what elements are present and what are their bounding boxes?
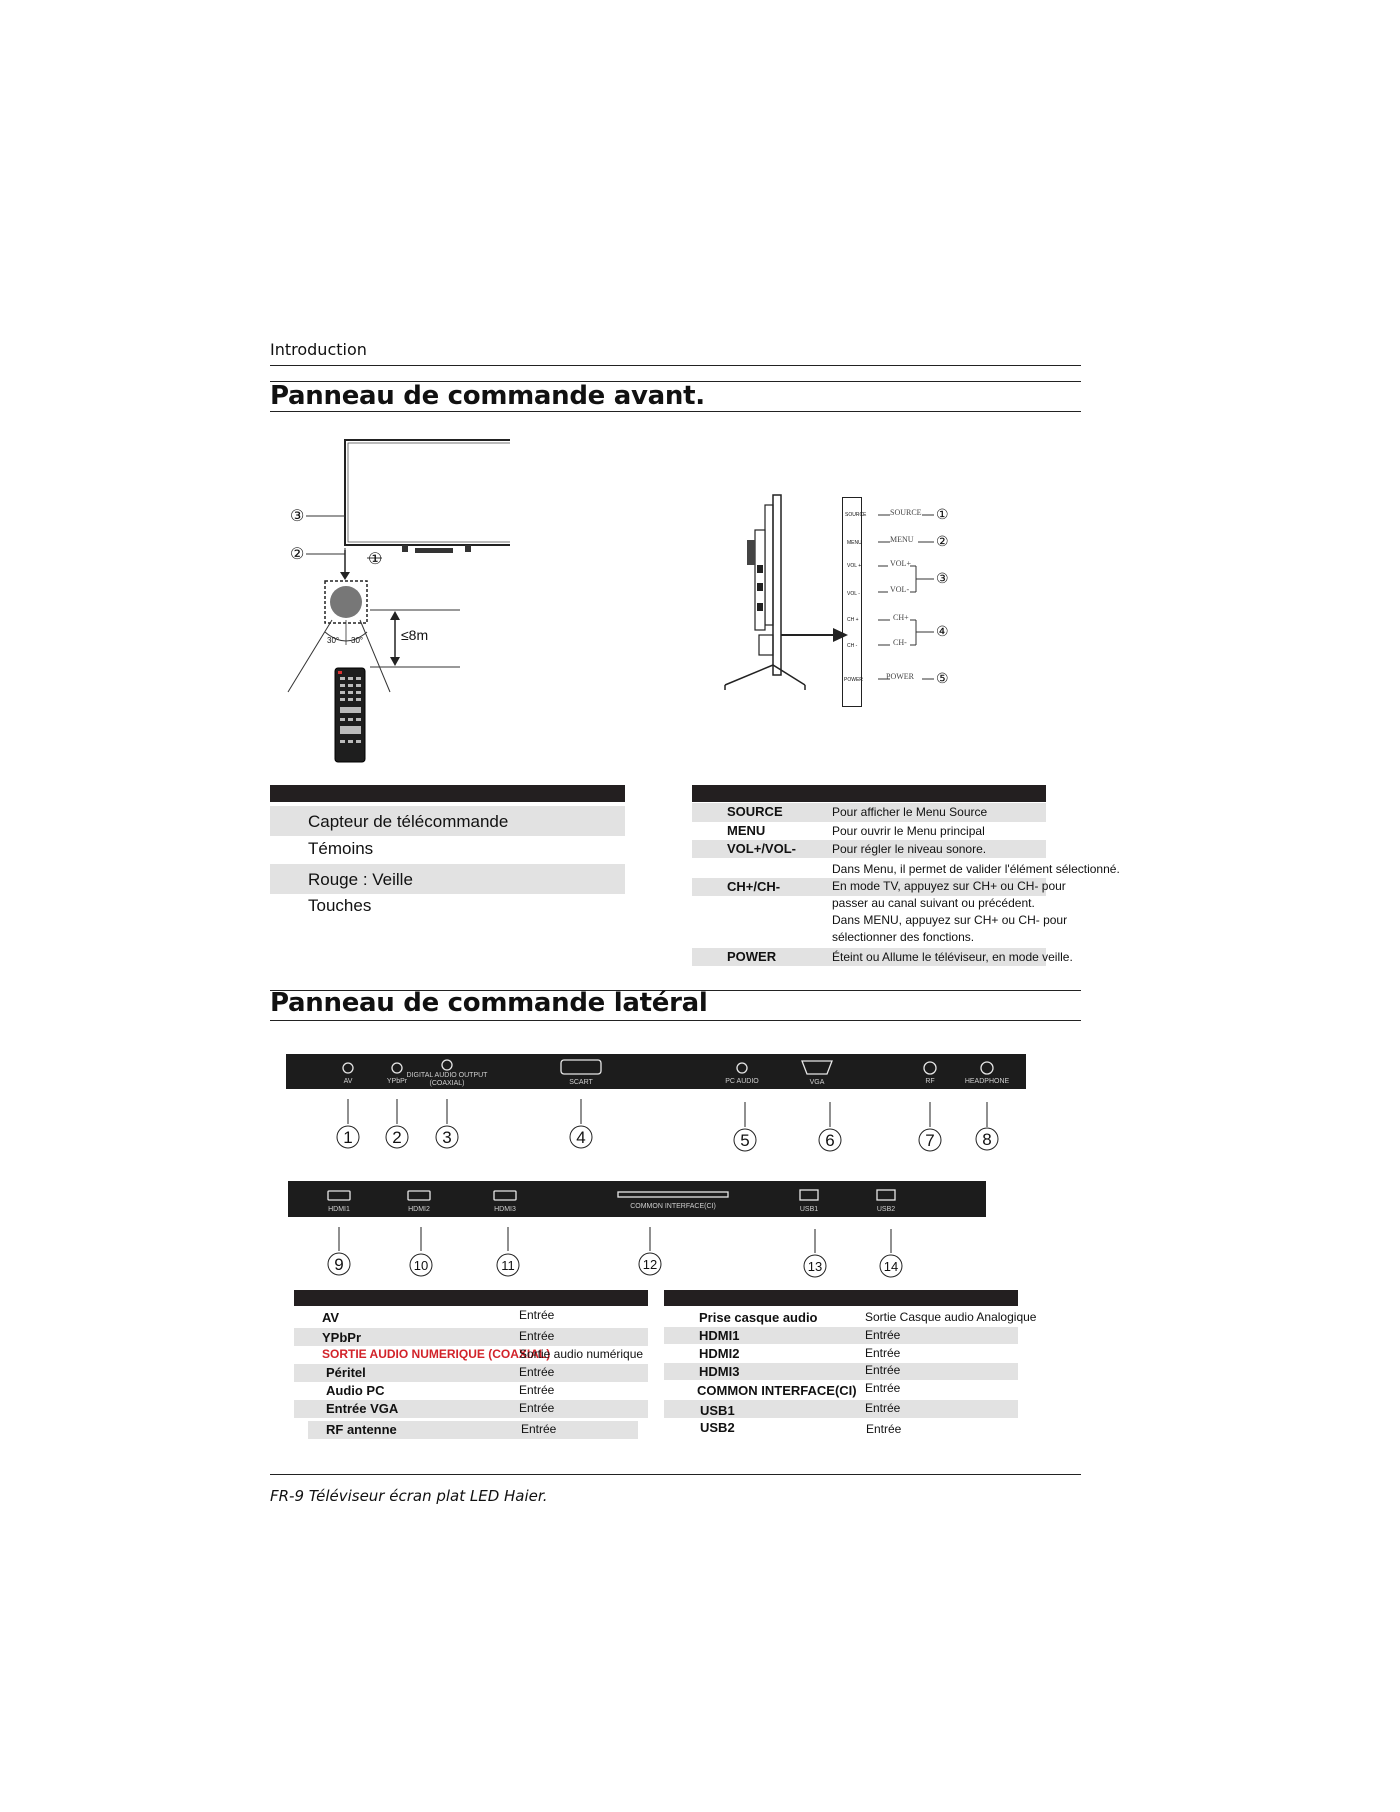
range-label: ≤8m [401, 627, 429, 643]
port-num-4: 4 [576, 1128, 586, 1147]
side-panel-1 [286, 1054, 1026, 1154]
side-left-row-vga-key: Entrée VGA [326, 1401, 399, 1416]
strip-label-power: POWER [844, 677, 863, 683]
side-left-row-audio-pc-key: Audio PC [326, 1383, 385, 1398]
button-label-vol-minus: VOL- [890, 585, 910, 594]
side-panel-title: Panneau de commande latéral [270, 988, 708, 1018]
button-num-5: ⑤ [936, 670, 949, 686]
front-right-row-source [692, 803, 1046, 822]
side-left-row-vga-value: Entrée [519, 1401, 555, 1415]
side-left-row-coaxial-value: Sortie audio numérique [519, 1347, 644, 1361]
side-panel-2 [288, 1181, 986, 1281]
remote-angle-left: 30° [327, 636, 340, 645]
front-right-row-ch-desc-1: Dans Menu, il permet de valider l'élément sélectionné. [832, 862, 1120, 876]
front-right-row-power [692, 948, 1073, 966]
section-label: Introduction [270, 340, 367, 359]
side-right-row-headphone-key: Prise casque audio [699, 1310, 818, 1325]
port-label-coaxial: (COAXIAL) [429, 1080, 465, 1087]
front-left-row-1-text: Capteur de télécommande [308, 812, 509, 831]
side-right-row-usb2 [664, 1419, 1018, 1437]
side-left-row-av [294, 1308, 648, 1326]
strip-label-source: SOURCE [845, 512, 867, 518]
port-num-2: 2 [392, 1128, 402, 1147]
button-strip-labels [842, 497, 867, 705]
remote-angle-right: 30° [351, 636, 364, 645]
button-label-vol-plus: VOL+ [890, 559, 911, 568]
side-right-row-ci-value: Entrée [865, 1381, 901, 1395]
port-num-10: 10 [413, 1258, 429, 1273]
front-right-row-source-key: SOURCE [727, 804, 783, 819]
button-label-ch-minus: CH- [893, 638, 907, 647]
strip-label-ch-minus: CH - [847, 643, 858, 649]
port-num-12: 12 [642, 1257, 658, 1272]
port-label-hdmi3: HDMI3 [494, 1206, 516, 1213]
port-label-pc-audio: PC AUDIO [725, 1078, 759, 1085]
header-rule [270, 365, 1081, 366]
port-label-usb2: USB2 [876, 1206, 896, 1213]
port-label-hdmi1: HDMI1 [328, 1206, 350, 1213]
port-num-11: 11 [501, 1258, 515, 1273]
front-left-row-2 [270, 836, 625, 864]
front-right-row-ch-desc-5: sélectionner des fonctions. [832, 930, 975, 944]
button-num-4: ④ [936, 623, 949, 639]
front-right-row-power-desc: Éteint ou Allume le téléviseur, en mode veille. [832, 950, 1073, 964]
side-right-row-hdmi2-key: HDMI2 [699, 1346, 740, 1361]
port-num-13: 13 [807, 1259, 823, 1274]
front-right-row-power-key: POWER [727, 949, 777, 964]
port-label-scart: SCART [569, 1079, 593, 1086]
button-label-power: POWER [886, 672, 914, 681]
port-label-rf: RF [925, 1078, 935, 1085]
side-left-row-peritel [294, 1364, 648, 1382]
side-left-row-ypbpr [294, 1328, 648, 1346]
front-left-row-4-text: Touches [308, 896, 372, 915]
button-label-menu: MENU [890, 535, 914, 544]
side-left-row-av-value: Entrée [519, 1308, 555, 1322]
port-num-7: 7 [925, 1131, 935, 1150]
side-left-row-coaxial-key: SORTIE AUDIO NUMERIQUE (COAXIAL) [322, 1347, 551, 1361]
strip-label-menu: MENU [847, 540, 862, 546]
front-right-row-ch-desc-2: En mode TV, appuyez sur CH+ ou CH- pour [832, 879, 1066, 893]
port-num-6: 6 [825, 1131, 835, 1150]
front-left-table-header [270, 785, 625, 802]
side-left-row-rf-value: Entrée [521, 1422, 557, 1436]
side-right-row-hdmi3 [664, 1363, 1018, 1380]
front-right-row-ch-key: CH+/CH- [727, 879, 781, 894]
side-right-row-hdmi3-key: HDMI3 [699, 1364, 740, 1379]
front-left-row-1 [270, 806, 625, 836]
strip-label-vol-plus: VOL + [847, 563, 862, 569]
side-left-row-ypbpr-key: YPbPr [322, 1330, 362, 1345]
side-right-row-hdmi1-key: HDMI1 [699, 1328, 740, 1343]
button-label-source: SOURCE [890, 508, 922, 517]
callout-3: ③ [290, 508, 305, 525]
side-right-row-usb1 [664, 1400, 1018, 1418]
port-num-9: 9 [334, 1255, 344, 1274]
port-num-3: 3 [442, 1128, 452, 1147]
front-right-row-menu [692, 822, 1046, 840]
port-num-8: 8 [982, 1130, 992, 1149]
title-rule-bottom [270, 411, 1081, 412]
port-label-headphone: HEADPHONE [964, 1078, 1010, 1085]
side-left-row-ypbpr-value: Entrée [519, 1329, 555, 1343]
side-right-row-usb2-value: Entrée [866, 1422, 902, 1436]
side-left-row-audio-pc-value: Entrée [519, 1383, 555, 1397]
side-right-row-ci [664, 1381, 1018, 1398]
port-label-hdmi2: HDMI2 [408, 1206, 430, 1213]
side-right-row-headphone [664, 1308, 1037, 1326]
side-right-row-hdmi2 [664, 1345, 1018, 1362]
port-label-av: AV [343, 1078, 353, 1085]
side-left-table-header [294, 1290, 648, 1306]
side-right-row-hdmi1-value: Entrée [865, 1328, 901, 1342]
front-panel-title: Panneau de commande avant. [270, 381, 705, 411]
front-right-row-vol-key: VOL+/VOL- [727, 841, 796, 856]
side-left-row-rf-key: RF antenne [326, 1422, 397, 1437]
callout-1: ① [368, 551, 383, 568]
front-left-row-4 [270, 894, 625, 922]
side-right-row-usb1-key: USB1 [700, 1403, 735, 1418]
side-left-row-peritel-value: Entrée [519, 1365, 555, 1379]
front-right-row-vol-desc: Pour régler le niveau sonore. [832, 842, 987, 856]
port-num-1: 1 [343, 1128, 353, 1147]
side-right-row-hdmi2-value: Entrée [865, 1346, 901, 1360]
side-left-row-coaxial [294, 1346, 648, 1364]
side-right-row-hdmi1 [664, 1327, 1018, 1344]
front-left-row-2-text: Témoins [308, 839, 374, 858]
strip-label-ch-plus: CH + [847, 617, 859, 623]
page-footer: FR-9 Téléviseur écran plat LED Haier. [270, 1487, 548, 1505]
button-num-2: ② [936, 533, 949, 549]
front-left-row-3 [270, 864, 625, 894]
front-right-row-ch-desc-4: Dans MENU, appuyez sur CH+ ou CH- pour [832, 913, 1068, 927]
port-label-vga: VGA [809, 1079, 825, 1086]
port-label-usb1: USB1 [799, 1206, 819, 1213]
callout-2: ② [290, 546, 305, 563]
side-right-row-hdmi3-value: Entrée [865, 1363, 901, 1377]
side-left-row-av-key: AV [322, 1310, 340, 1325]
port-label-ypbpr: YPbPr [386, 1078, 408, 1085]
side-right-row-ci-key: COMMON INTERFACE(CI) [697, 1383, 857, 1398]
port-num-5: 5 [740, 1131, 750, 1150]
front-right-row-menu-desc: Pour ouvrir le Menu principal [832, 824, 985, 838]
port-num-14: 14 [883, 1259, 899, 1274]
side-left-row-audio-pc [294, 1382, 648, 1400]
port-label-digital-audio: DIGITAL AUDIO OUTPUT [406, 1072, 488, 1079]
button-num-1: ① [936, 506, 949, 522]
front-right-row-ch-desc-3: passer au canal suivant ou précédent. [832, 896, 1035, 910]
strip-label-vol-minus: VOL - [847, 591, 860, 597]
footer-rule [270, 1474, 1081, 1475]
front-right-row-source-desc: Pour afficher le Menu Source [832, 805, 988, 819]
side-right-row-usb1-value: Entrée [865, 1401, 901, 1415]
front-right-row-menu-key: MENU [727, 823, 766, 838]
side-right-row-usb2-key: USB2 [700, 1420, 735, 1435]
side-right-table-header [664, 1290, 1018, 1306]
side-title-rule-bottom [270, 1020, 1081, 1021]
front-right-table-header [692, 785, 1046, 802]
button-label-ch-plus: CH+ [893, 613, 909, 622]
side-left-row-rf [308, 1421, 638, 1439]
front-tv-diagram [270, 430, 510, 780]
button-num-3: ③ [936, 570, 949, 586]
front-left-row-3-text: Rouge : Veille [308, 870, 413, 889]
side-left-row-peritel-key: Péritel [326, 1365, 366, 1380]
side-right-row-headphone-value: Sortie Casque audio Analogique [865, 1310, 1037, 1324]
front-right-row-vol [692, 840, 1046, 858]
port-label-ci: COMMON INTERFACE(CI) [630, 1203, 716, 1210]
side-left-row-vga [294, 1400, 648, 1418]
